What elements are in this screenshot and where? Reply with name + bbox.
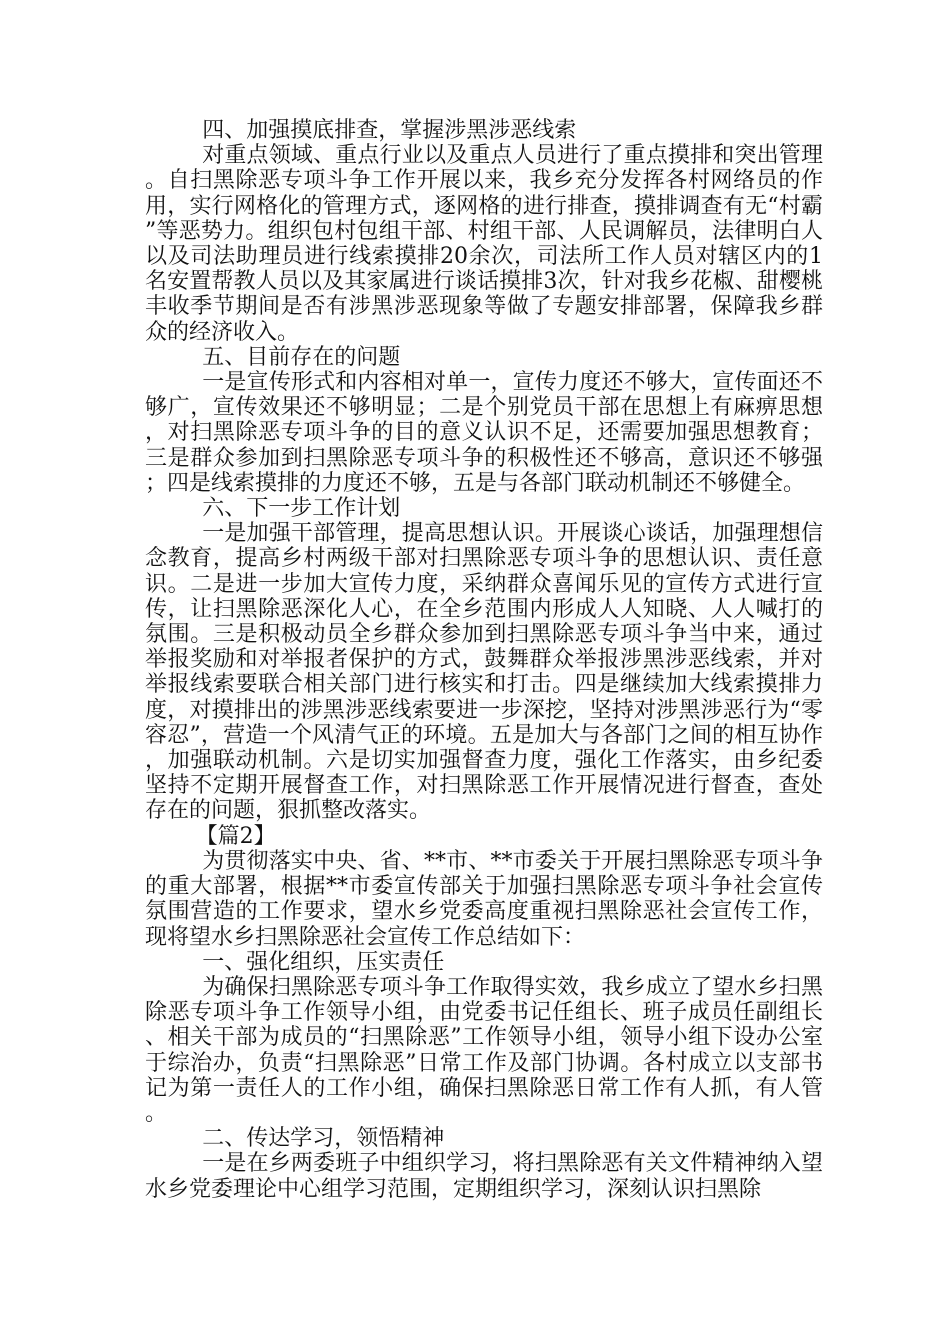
paragraph-article-2-intro: 为贯彻落实中央、省、**市、**市委关于开展扫黑除恶专项斗争的重大部署，根据**市委宣传部关于加强扫黑除恶专项斗争社会宣传氛围营造的工作要求，望水乡党委高度重视扫黑除恶社会宣传工作，现将望水乡扫黑除恶社会宣传工作总结如下：: [145, 848, 823, 950]
paragraph-study: 一是在乡两委班子中组织学习，将扫黑除恶有关文件精神纳入望水乡党委理论中心组学习范围，定期组织学习，深刻认识扫黑除: [145, 1151, 823, 1202]
document-page: [145, 118, 823, 1202]
paragraph-problems: 一是宣传形式和内容相对单一，宣传力度还不够大，宣传面还不够广，宣传效果还不够明显；二是个别党员干部在思想上有麻痹思想，对扫黑除恶专项斗争的目的意义认识不足，还需要加强思想教育；三是群众参加到扫黑除恶专项斗争的积极性还不够高，意识还不够强；四是线索摸排的力度还不够，五是与各部门联动机制还不够健全。: [145, 370, 823, 496]
section-heading-6: 六、下一步工作计划: [202, 496, 401, 522]
section-heading-1: 一、强化组织，压实责任: [202, 949, 445, 975]
article-2-marker: 【篇2】: [195, 823, 276, 849]
paragraph-investigation: 对重点领域、重点行业以及重点人员进行了重点摸排和突出管理。自扫黑除恶专项斗争工作开展以来，我乡充分发挥各村网络员的作用，实行网格化的管理方式，逐网格的进行排查，摸排调查有无“村霸”等恶势力。组织包村包组干部、村组干部、人民调解员，法律明白人以及司法助理员进行线索摸排20余次，司法所工作人员对辖区内的1名安置帮教人员以及其家属进行谈话摸排3次，针对我乡花椒、甜樱桃丰收季节期间是否有涉黑涉恶现象等做了专题安排部署，保障我乡群众的经济收入。: [145, 143, 823, 345]
section-heading-5: 五、目前存在的问题: [202, 344, 401, 370]
section-heading-4: 四、加强摸底排查，掌握涉黑涉恶线索: [202, 118, 577, 143]
paragraph-organization: 为确保扫黑除恶专项斗争工作取得实效，我乡成立了望水乡扫黑除恶专项斗争工作领导小组，由党委书记任组长、班子成员任副组长、相关干部为成员的“扫黑除恶”工作领导小组，领导小组下设办公室于综治办，负责“扫黑除恶”日常工作及部门协调。各村成立以支部书记为第一责任人的工作小组，确保扫黑除恶日常工作有人抓，有人管。: [145, 974, 823, 1126]
paragraph-next-steps: 一是加强干部管理，提高思想认识。开展谈心谈话，加强理想信念教育，提高乡村两级干部对扫黑除恶专项斗争的思想认识、责任意识。二是进一步加大宣传力度，采纳群众喜闻乐见的宣传方式进行宣传，让扫黑除恶深化人心，在全乡范围内形成人人知晓、人人喊打的氛围。三是积极动员全乡群众参加到扫黑除恶专项斗争当中来，通过举报奖励和对举报者保护的方式，鼓舞群众举报涉黑涉恶线索，并对举报线索要联合相关部门进行核实和打击。四是继续加大线索摸排力度，对摸排出的涉黑涉恶线索要进一步深挖，坚持对涉黑涉恶行为“零容忍”，营造一个风清气正的环境。五是加大与各部门之间的相互协作，加强联动机制。六是切实加强督查力度，强化工作落实，由乡纪委坚持不定期开展督查工作，对扫黑除恶工作开展情况进行督查，查处存在的问题，狠抓整改落实。: [145, 521, 823, 824]
section-heading-2: 二、传达学习，领悟精神: [202, 1126, 445, 1152]
